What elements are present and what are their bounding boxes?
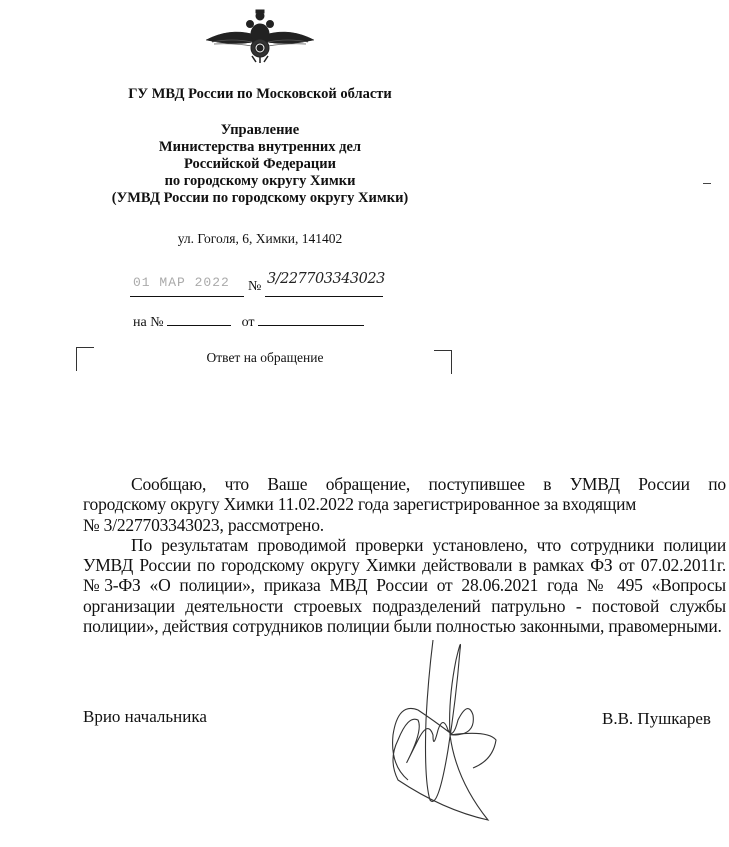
mvd-emblem-icon <box>204 6 316 64</box>
ref-from-label: от <box>241 315 255 330</box>
ref-number-label: на № <box>133 315 164 330</box>
number-label: № <box>248 279 262 294</box>
subject-bracket-left <box>76 347 94 371</box>
outgoing-number-handwritten: 3/227703343023 <box>267 271 385 287</box>
paragraph-1-line-2: городскому округу Химки 11.02.2022 года зарегистрированное за входящим <box>83 494 637 515</box>
subject-line: Ответ на обращение <box>206 350 324 365</box>
letter-body <box>83 474 726 636</box>
paragraph-2: По результатам проводимой проверки установлено, что сотрудники полиции УМВД России по городскому округу Химки действовали в рамках ФЗ от 07.02.2011г. №3-ФЗ «О полиции», приказа МВД России от 28.06.2021 года № 495 «Вопросы организации деятельности строевых подразделений патрульно - постовой службы полиции», действия сотрудников полиции были полностью законными, правомерными. <box>83 534 726 637</box>
scan-mark <box>703 183 711 184</box>
date-stamp: 01 МАР 2022 <box>133 275 230 290</box>
signatory-title: Врио начальника <box>83 707 207 726</box>
org-line: по городскому округу Химки <box>164 173 356 189</box>
org-line: Министерства внутренних дел <box>158 139 362 155</box>
ref-number-blank <box>167 313 231 326</box>
ref-date-blank <box>258 313 364 326</box>
parent-org-title: ГУ МВД России по Московской области <box>128 86 392 102</box>
paragraph-1-line-3: № 3/227703343023, рассмотрено. <box>83 514 324 535</box>
paragraph-1-line-1: Сообщаю, что Ваше обращение, поступившее в УМВД России по <box>131 474 726 494</box>
org-line: Управление <box>220 122 300 138</box>
org-address: ул. Гоголя, 6, Химки, 141402 <box>177 231 343 246</box>
signatory-name: В.В. Пушкарев <box>602 709 711 728</box>
org-name-block <box>60 122 460 207</box>
org-line: (УМВД России по городскому округу Химки) <box>111 190 409 206</box>
org-line: Российской Федерации <box>183 156 336 172</box>
reference-row <box>133 313 364 331</box>
subject-bracket-right <box>434 350 452 374</box>
handwritten-signature <box>378 640 518 840</box>
